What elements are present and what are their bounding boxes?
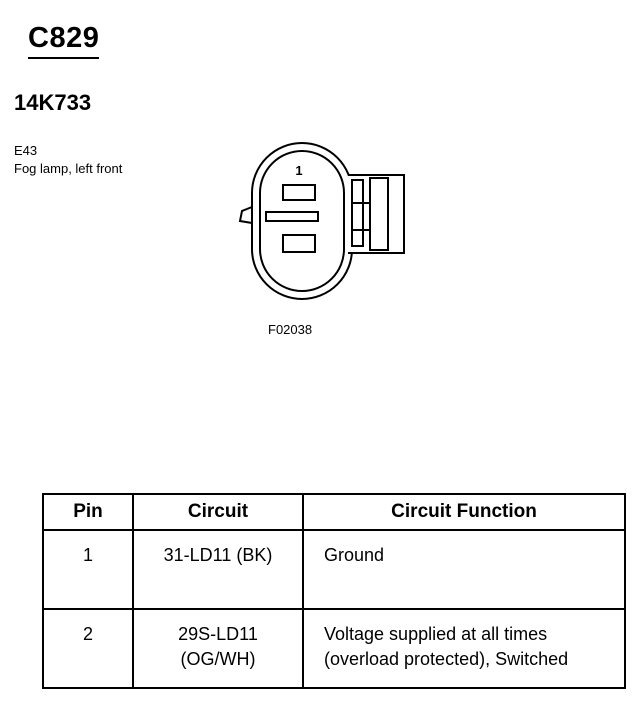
divider-bar: [266, 212, 318, 221]
header-circuit: Circuit: [133, 494, 303, 530]
pin-marker-1: 1: [295, 163, 303, 178]
header-circuit-function: Circuit Function: [303, 494, 625, 530]
circuit-line-2: (OG/WH): [180, 649, 256, 669]
part-number: 14K733: [14, 90, 92, 115]
function-cell: [303, 530, 625, 609]
circuit-cell: [133, 609, 303, 688]
circuit-cell: [133, 530, 303, 609]
terminal-slot-1: [283, 185, 315, 200]
pinout-table: [42, 493, 626, 689]
reference-code: E43: [14, 143, 38, 158]
table-row: [43, 530, 625, 609]
terminal-slot-2: [283, 235, 315, 252]
function-line: Ground: [324, 545, 385, 565]
table-header-row: [43, 494, 625, 530]
function-line-2: (overload protected), Switched: [324, 649, 569, 669]
locking-clip: [348, 175, 404, 253]
circuit-line: 29S-LD11: [178, 624, 258, 644]
connector-title: C829: [28, 22, 99, 59]
function-line: Voltage supplied at all times: [324, 624, 548, 644]
pin-cell: 2: [43, 609, 133, 688]
function-cell: [303, 609, 625, 688]
table-row: [43, 609, 625, 688]
circuit-line: 31-LD11 (BK): [163, 545, 273, 565]
header-pin: Pin: [43, 494, 133, 530]
component-description: Fog lamp, left front: [14, 161, 123, 176]
figure-id: F02038: [268, 322, 313, 337]
connector-diagram: [230, 135, 420, 315]
pin-cell: 1: [43, 530, 133, 609]
reference-block: [14, 142, 122, 178]
latch-tab: [240, 207, 252, 223]
